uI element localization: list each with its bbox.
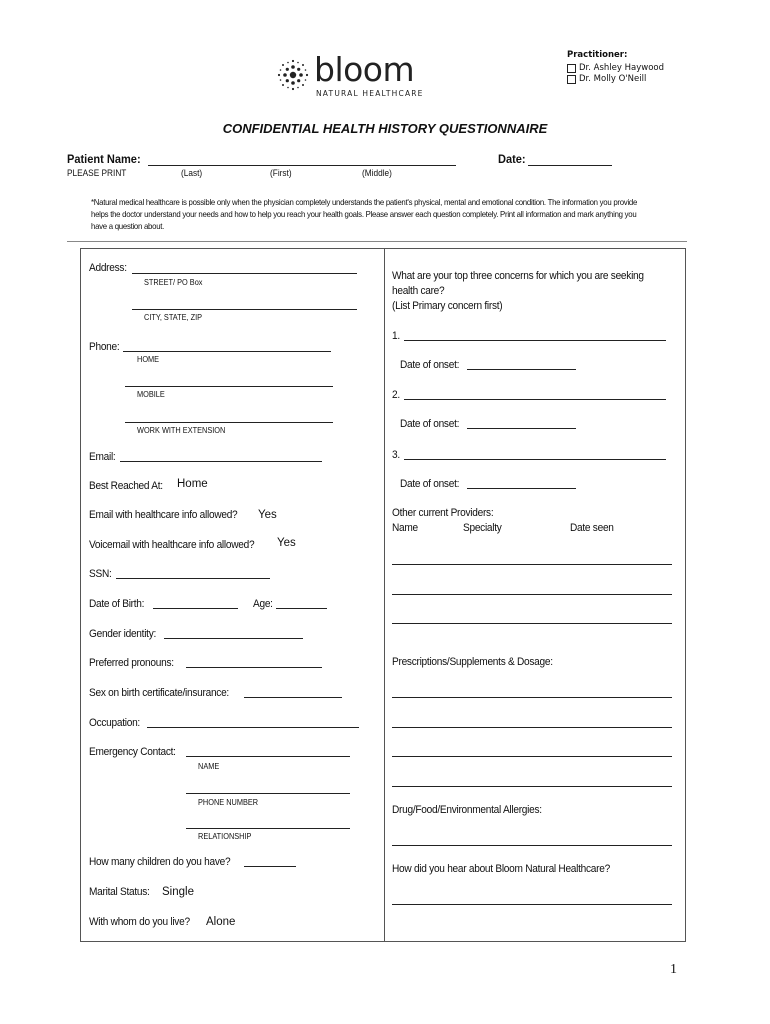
providers-col-specialty: Specialty: [463, 522, 502, 534]
best-reached-value[interactable]: Home: [177, 478, 208, 490]
mobile-caption: MOBILE: [137, 390, 165, 399]
allergies-field[interactable]: [392, 845, 672, 846]
marital-status-value[interactable]: Single: [162, 886, 194, 898]
dob-field[interactable]: [153, 608, 238, 609]
concerns-question-line3: (List Primary concern first): [392, 300, 503, 312]
work-caption: WORK WITH EXTENSION: [137, 426, 226, 435]
logo-wordmark: bloom: [314, 50, 415, 89]
pronouns-label: Preferred pronouns:: [89, 657, 174, 669]
concern-2-field[interactable]: [404, 399, 666, 400]
work-phone-field[interactable]: [125, 422, 333, 423]
pronouns-field[interactable]: [186, 667, 322, 668]
questionnaire-box: [80, 248, 686, 942]
voicemail-label: Voicemail with healthcare info allowed?: [89, 539, 255, 551]
practitioner-option-oneill[interactable]: [567, 74, 646, 84]
city-caption: CITY, STATE, ZIP: [144, 313, 203, 322]
name-caption: NAME: [198, 762, 220, 771]
provider-row-1-field[interactable]: [392, 564, 672, 565]
email-field[interactable]: [120, 461, 322, 462]
children-field[interactable]: [244, 866, 296, 867]
concern-1-field[interactable]: [404, 340, 666, 341]
onset-2-label: Date of onset:: [400, 418, 460, 430]
document-title: CONFIDENTIAL HEALTH HISTORY QUESTIONNAIRE: [222, 121, 548, 136]
dob-label: Date of Birth:: [89, 598, 145, 610]
mobile-phone-field[interactable]: [125, 386, 333, 387]
logo-subtitle: NATURAL HEALTHCARE: [316, 89, 424, 98]
onset-3-field[interactable]: [467, 488, 576, 489]
emergency-relationship-field[interactable]: [186, 828, 350, 829]
gender-field[interactable]: [164, 638, 303, 639]
prescription-row-2-field[interactable]: [392, 727, 672, 728]
emergency-contact-label: Emergency Contact:: [89, 746, 176, 758]
page-number: 1: [670, 962, 677, 977]
sex-field[interactable]: [244, 697, 342, 698]
voicemail-value[interactable]: Yes: [277, 537, 296, 549]
concern-2-number: 2.: [392, 389, 400, 401]
hear-about-label: How did you hear about Bloom Natural Healthcare?: [392, 863, 610, 875]
checkbox-oneill[interactable]: [567, 75, 576, 84]
email-info-label: Email with healthcare info allowed?: [89, 509, 238, 521]
relationship-caption: RELATIONSHIP: [198, 832, 252, 841]
children-label: How many children do you have?: [89, 856, 231, 868]
email-info-value[interactable]: Yes: [258, 509, 277, 521]
concern-3-number: 3.: [392, 449, 400, 461]
patient-name-label: Patient Name:: [67, 152, 141, 166]
email-label: Email:: [89, 451, 116, 463]
concerns-question-line2: health care?: [392, 285, 445, 297]
ssn-field[interactable]: [116, 578, 270, 579]
onset-1-field[interactable]: [467, 369, 576, 370]
street-field[interactable]: [132, 273, 357, 274]
date-label: Date:: [498, 152, 526, 166]
patient-name-field[interactable]: [148, 165, 456, 166]
allergies-label: Drug/Food/Environmental Allergies:: [392, 804, 542, 816]
last-name-caption: (Last): [181, 168, 203, 178]
onset-1-label: Date of onset:: [400, 359, 460, 371]
street-caption: STREET/ PO Box: [144, 278, 203, 287]
column-divider: [384, 248, 385, 942]
providers-col-date: Date seen: [570, 522, 614, 534]
please-print-note: PLEASE PRINT: [67, 168, 127, 178]
providers-label: Other current Providers:: [392, 507, 494, 519]
hear-about-field[interactable]: [392, 904, 672, 905]
gender-label: Gender identity:: [89, 628, 157, 640]
prescription-row-1-field[interactable]: [392, 697, 672, 698]
prescription-row-3-field[interactable]: [392, 756, 672, 757]
best-reached-label: Best Reached At:: [89, 480, 163, 492]
prescription-row-4-field[interactable]: [392, 786, 672, 787]
practitioner-option-label: Dr. Molly O'Neill: [579, 74, 647, 84]
age-label: Age:: [253, 598, 273, 610]
bloom-logo-icon: [276, 58, 310, 92]
date-field[interactable]: [528, 165, 612, 166]
provider-row-2-field[interactable]: [392, 594, 672, 595]
city-field[interactable]: [132, 309, 357, 310]
home-caption: HOME: [137, 355, 160, 364]
age-field[interactable]: [276, 608, 327, 609]
address-label: Address:: [89, 262, 127, 274]
sex-label: Sex on birth certificate/insurance:: [89, 687, 229, 699]
prescriptions-label: Prescriptions/Supplements & Dosage:: [392, 656, 553, 668]
phone-number-caption: PHONE NUMBER: [198, 798, 259, 807]
checkbox-haywood[interactable]: [567, 64, 576, 73]
occupation-label: Occupation:: [89, 717, 140, 729]
concern-3-field[interactable]: [404, 459, 666, 460]
marital-status-label: Marital Status:: [89, 886, 150, 898]
emergency-phone-field[interactable]: [186, 793, 350, 794]
emergency-name-field[interactable]: [186, 756, 350, 757]
intro-divider: [67, 241, 687, 242]
concern-1-number: 1.: [392, 330, 400, 342]
concerns-question-line1: What are your top three concerns for which you are seeking: [392, 270, 644, 282]
providers-col-name: Name: [392, 522, 418, 534]
middle-name-caption: (Middle): [362, 168, 392, 178]
home-phone-field[interactable]: [123, 351, 331, 352]
provider-row-3-field[interactable]: [392, 623, 672, 624]
practitioner-option-haywood[interactable]: [567, 63, 664, 73]
practitioner-option-label: Dr. Ashley Haywood: [579, 63, 664, 73]
live-with-value[interactable]: Alone: [206, 916, 236, 928]
first-name-caption: (First): [270, 168, 292, 178]
onset-3-label: Date of onset:: [400, 478, 460, 490]
phone-label: Phone:: [89, 341, 120, 353]
occupation-field[interactable]: [147, 727, 359, 728]
live-with-label: With whom do you live?: [89, 916, 190, 928]
practitioner-label: Practitioner:: [567, 50, 628, 60]
ssn-label: SSN:: [89, 568, 112, 580]
onset-2-field[interactable]: [467, 428, 576, 429]
intro-paragraph: *Natural medical healthcare is possible only when the physician completely understands the patient's physical, mental and emotional condition. The information you provide helps the doctor understand your needs and how to help you reach your health goals. Please answer each question completely. Print all information and mark anything you have a question about.: [91, 197, 638, 231]
